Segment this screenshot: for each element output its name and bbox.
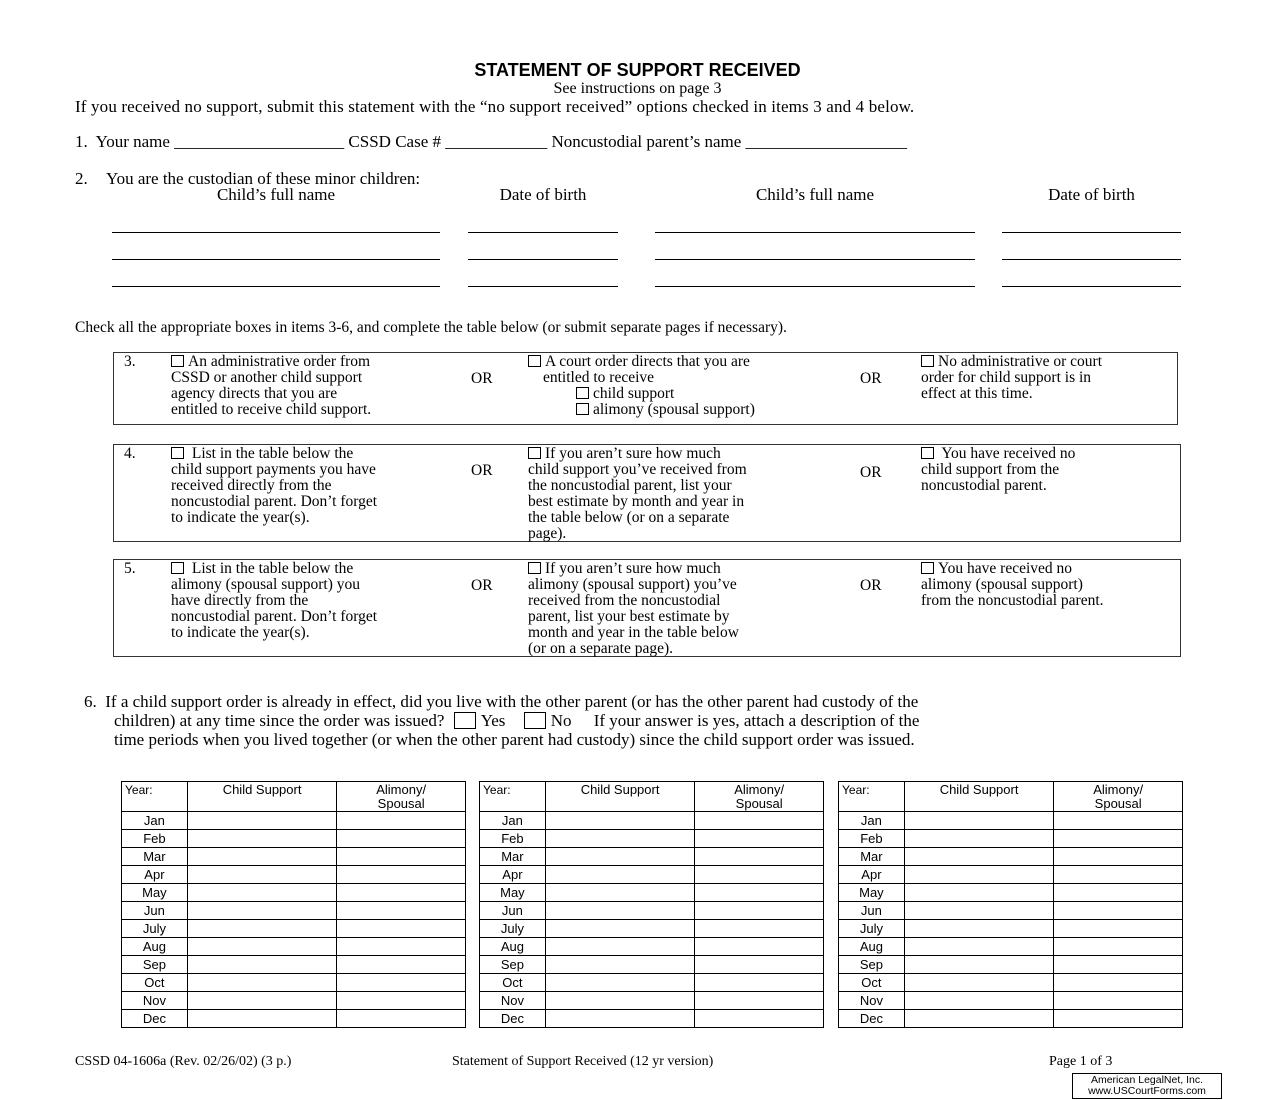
- year-table: [838, 781, 1183, 1028]
- month-row: [839, 992, 1183, 1010]
- child-support-header: Child Support: [187, 782, 337, 812]
- month-label: Jun: [839, 902, 905, 920]
- item5-a-line: alimony (spousal support) you: [171, 576, 360, 593]
- child-support-cell[interactable]: [187, 830, 337, 848]
- child-support-cell[interactable]: [187, 920, 337, 938]
- item6-line: children) at any time since the order was issued?: [114, 711, 445, 730]
- child-support-cell[interactable]: [545, 938, 695, 956]
- child-support-cell[interactable]: [904, 866, 1054, 884]
- child-support-cell[interactable]: [187, 902, 337, 920]
- child-support-cell[interactable]: [187, 974, 337, 992]
- month-row: [122, 812, 466, 830]
- child-dob-line[interactable]: [468, 232, 618, 233]
- month-row: [122, 920, 466, 938]
- item4-b-line: page).: [528, 525, 567, 542]
- alimony-cell[interactable]: [337, 866, 466, 884]
- alimony-header-line: Spousal: [1094, 796, 1142, 811]
- child-support-cell[interactable]: [545, 848, 695, 866]
- month-label: May: [480, 884, 546, 902]
- alimony-cell[interactable]: [695, 902, 824, 920]
- alimony-cell[interactable]: [695, 812, 824, 830]
- item5-number: 5.: [124, 560, 136, 577]
- item5-list-alimony-checkbox[interactable]: [171, 562, 184, 574]
- item5-option-c: [921, 561, 1104, 609]
- child-support-cell[interactable]: [545, 974, 695, 992]
- month-label: Dec: [122, 1010, 188, 1028]
- item3-b-line: entitled to receive: [543, 369, 655, 386]
- child-support-cell[interactable]: [545, 1010, 695, 1028]
- alimony-cell[interactable]: [1054, 938, 1183, 956]
- alimony-cell[interactable]: [337, 938, 466, 956]
- item3-b-line: A court order directs that you are: [545, 353, 750, 370]
- alimony-cell[interactable]: [695, 884, 824, 902]
- month-label: Jan: [839, 812, 905, 830]
- item2-number: 2.: [75, 169, 88, 188]
- alimony-cell[interactable]: [1054, 812, 1183, 830]
- month-row: [480, 830, 824, 848]
- year-table: [479, 781, 824, 1028]
- alimony-cell[interactable]: [337, 830, 466, 848]
- alimony-header: [1054, 782, 1183, 812]
- month-row: [480, 902, 824, 920]
- month-row: [122, 992, 466, 1010]
- alimony-cell[interactable]: [1054, 902, 1183, 920]
- item4-option-a: [171, 446, 377, 526]
- no-checkbox[interactable]: [524, 712, 546, 729]
- alimony-cell[interactable]: [695, 920, 824, 938]
- alimony-cell[interactable]: [695, 1010, 824, 1028]
- month-label: Aug: [480, 938, 546, 956]
- item3-number: 3.: [124, 353, 136, 370]
- child-support-cell[interactable]: [187, 884, 337, 902]
- child-support-cell[interactable]: [904, 938, 1054, 956]
- item4-option-b: [528, 446, 747, 542]
- alimony-cell[interactable]: [695, 848, 824, 866]
- item4-b-line: best estimate by month and year in: [528, 493, 745, 510]
- alimony-cell[interactable]: [337, 920, 466, 938]
- alimony-header-line: Spousal: [735, 796, 783, 811]
- alimony-cell[interactable]: [1054, 866, 1183, 884]
- month-label: Sep: [480, 956, 546, 974]
- or-label: OR: [860, 370, 882, 387]
- child-dob-line[interactable]: [468, 286, 618, 287]
- month-label: Sep: [839, 956, 905, 974]
- month-label: Dec: [839, 1010, 905, 1028]
- item4-no-support-checkbox[interactable]: [921, 447, 934, 459]
- month-label: Feb: [122, 830, 188, 848]
- month-row: [839, 848, 1183, 866]
- item4-a-line: received directly from the: [171, 477, 332, 494]
- month-label: Mar: [480, 848, 546, 866]
- alimony-cell[interactable]: [695, 866, 824, 884]
- child-name-line[interactable]: [655, 232, 975, 233]
- child-support-cell[interactable]: [187, 992, 337, 1010]
- check-all-instruction: Check all the appropriate boxes in items 3-6, and complete the table below (or submit separate pages if necessary).: [75, 319, 787, 336]
- child-support-cell[interactable]: [545, 866, 695, 884]
- item3-option-b: [528, 354, 755, 418]
- alimony-cell[interactable]: [1054, 920, 1183, 938]
- alimony-header: [695, 782, 824, 812]
- month-row: [839, 902, 1183, 920]
- item5-c-line: alimony (spousal support): [921, 576, 1083, 593]
- alimony-cell[interactable]: [1054, 992, 1183, 1010]
- dob-header-1: Date of birth: [499, 185, 587, 204]
- child-support-checkbox[interactable]: [576, 387, 589, 399]
- child-support-cell[interactable]: [904, 1010, 1054, 1028]
- child-dob-line[interactable]: [1002, 259, 1181, 260]
- stamp-line: www.USCourtForms.com: [1088, 1085, 1206, 1097]
- item3-a-line: entitled to receive child support.: [171, 401, 372, 418]
- publisher-stamp: [1072, 1073, 1222, 1099]
- alimony-cell[interactable]: [1054, 974, 1183, 992]
- item5-c-line: You have received no: [938, 560, 1073, 577]
- month-label: Aug: [122, 938, 188, 956]
- alimony-header-line: Alimony/: [376, 782, 427, 797]
- item4-b-line: the noncustodial parent, list your: [528, 477, 732, 494]
- item5-b-line: parent, list your best estimate by: [528, 608, 730, 625]
- year-table: [121, 781, 466, 1028]
- child-name-line[interactable]: [655, 259, 975, 260]
- item4-a-line: noncustodial parent. Don’t forget: [171, 493, 378, 510]
- alimony-cell[interactable]: [337, 848, 466, 866]
- child-support-cell[interactable]: [904, 830, 1054, 848]
- month-label: Dec: [480, 1010, 546, 1028]
- alimony-cell[interactable]: [337, 992, 466, 1010]
- month-label: Nov: [122, 992, 188, 1010]
- alimony-header-line: Spousal: [377, 796, 425, 811]
- item6-line: If a child support order is already in effect, did you live with the other parent (or has the other parent had custody of the: [105, 692, 919, 711]
- month-row: [480, 956, 824, 974]
- child-support-cell[interactable]: [545, 920, 695, 938]
- stamp-line: American LegalNet, Inc.: [1090, 1074, 1204, 1086]
- item4-c-line: You have received no: [941, 445, 1076, 462]
- item2-label: You are the custodian of these minor children:: [106, 169, 421, 188]
- month-label: Feb: [839, 830, 905, 848]
- year-header[interactable]: Year:: [122, 782, 188, 812]
- form-title: Statement of Support Received (12 yr version): [452, 1054, 714, 1069]
- month-row: [480, 992, 824, 1010]
- month-row: [839, 830, 1183, 848]
- item3-admin-order-checkbox[interactable]: [171, 355, 184, 367]
- child-support-cell[interactable]: [904, 902, 1054, 920]
- item5-b-line: alimony (spousal support) you’ve: [528, 576, 737, 593]
- alimony-cell[interactable]: [337, 884, 466, 902]
- item6-number: 6.: [84, 692, 97, 711]
- child-support-cell[interactable]: [545, 830, 695, 848]
- item5-c-line: from the noncustodial parent.: [921, 592, 1104, 609]
- year-header[interactable]: Year:: [480, 782, 546, 812]
- month-row: [839, 812, 1183, 830]
- item5-a-line: to indicate the year(s).: [171, 624, 310, 641]
- form-id: CSSD 04-1606a (Rev. 02/26/02) (3 p.): [75, 1054, 292, 1069]
- item4-estimate-checkbox[interactable]: [528, 447, 541, 459]
- child-name-line[interactable]: [112, 286, 440, 287]
- month-label: Oct: [839, 974, 905, 992]
- alimony-cell[interactable]: [337, 902, 466, 920]
- child-support-cell[interactable]: [904, 812, 1054, 830]
- month-row: [839, 1010, 1183, 1028]
- item5-a-line: List in the table below the: [191, 560, 354, 577]
- alimony-cell[interactable]: [1054, 884, 1183, 902]
- alimony-cell[interactable]: [695, 938, 824, 956]
- child-support-cell[interactable]: [904, 992, 1054, 1010]
- item3-c-line: order for child support is in: [921, 369, 1092, 386]
- item4-number: 4.: [124, 445, 136, 462]
- child-support-cell[interactable]: [187, 812, 337, 830]
- item5-b-line: month and year in the table below: [528, 624, 739, 641]
- month-row: [122, 830, 466, 848]
- month-label: Oct: [480, 974, 546, 992]
- item5-no-alimony-checkbox[interactable]: [921, 562, 934, 574]
- month-label: Nov: [480, 992, 546, 1010]
- item4-c-line: noncustodial parent.: [921, 477, 1047, 494]
- month-row: [480, 884, 824, 902]
- item3-court-order-checkbox[interactable]: [528, 355, 541, 367]
- alimony-checkbox[interactable]: [576, 403, 589, 415]
- item5-b-line: received from the noncustodial: [528, 592, 721, 609]
- item3-c-line: effect at this time.: [921, 385, 1033, 402]
- or-label: OR: [860, 577, 882, 594]
- child-support-header: Child Support: [545, 782, 695, 812]
- alimony-cell[interactable]: [695, 992, 824, 1010]
- item6-line: time periods when you lived together (or when the other parent had custody) since the child support order was issued.: [114, 730, 915, 749]
- month-row: [839, 938, 1183, 956]
- month-label: Oct: [122, 974, 188, 992]
- child-support-cell[interactable]: [904, 848, 1054, 866]
- item3-a-line: agency directs that you are: [171, 385, 338, 402]
- item5-estimate-checkbox[interactable]: [528, 562, 541, 574]
- item4-c-line: child support from the: [921, 461, 1060, 478]
- child-support-cell[interactable]: [545, 884, 695, 902]
- month-label: Apr: [122, 866, 188, 884]
- alimony-cell[interactable]: [695, 974, 824, 992]
- child-support-cell[interactable]: [904, 920, 1054, 938]
- month-label: Apr: [480, 866, 546, 884]
- month-row: [122, 866, 466, 884]
- alimony-cell[interactable]: [695, 830, 824, 848]
- month-label: Mar: [122, 848, 188, 866]
- or-label: OR: [471, 462, 493, 479]
- month-row: [122, 902, 466, 920]
- child-support-cell[interactable]: [187, 848, 337, 866]
- item3-a-line: CSSD or another child support: [171, 369, 363, 386]
- month-label: Jun: [480, 902, 546, 920]
- item6-line: If your answer is yes, attach a description of the: [593, 711, 920, 730]
- child-dob-line[interactable]: [468, 259, 618, 260]
- alimony-cell[interactable]: [1054, 956, 1183, 974]
- month-label: Nov: [839, 992, 905, 1010]
- month-label: Mar: [839, 848, 905, 866]
- child-support-cell[interactable]: [904, 884, 1054, 902]
- item5-b-line: (or on a separate page).: [528, 640, 674, 657]
- month-row: [839, 866, 1183, 884]
- or-label: OR: [471, 370, 493, 387]
- month-row: [122, 884, 466, 902]
- alimony-label: alimony (spousal support): [593, 401, 755, 418]
- item5-option-b: [528, 561, 739, 657]
- month-label: Jun: [122, 902, 188, 920]
- year-header[interactable]: Year:: [839, 782, 905, 812]
- child-dob-line[interactable]: [1002, 232, 1181, 233]
- child-support-cell[interactable]: [545, 956, 695, 974]
- item3-option-a: [171, 354, 371, 418]
- child-name-header-2: Child’s full name: [755, 185, 875, 204]
- child-name-line[interactable]: [655, 286, 975, 287]
- month-row: [839, 956, 1183, 974]
- alimony-cell[interactable]: [337, 956, 466, 974]
- alimony-cell[interactable]: [695, 956, 824, 974]
- alimony-header-line: Alimony/: [1093, 782, 1144, 797]
- month-row: [480, 920, 824, 938]
- alimony-cell[interactable]: [1054, 1010, 1183, 1028]
- item4-a-line: child support payments you have: [171, 461, 376, 478]
- item4-a-line: to indicate the year(s).: [171, 509, 310, 526]
- item4-b-line: the table below (or on a separate: [528, 509, 730, 526]
- month-row: [480, 812, 824, 830]
- alimony-cell[interactable]: [337, 1010, 466, 1028]
- yes-label: Yes: [480, 711, 506, 730]
- month-label: July: [839, 920, 905, 938]
- month-row: [122, 956, 466, 974]
- item5-b-line: If you aren’t sure how much: [545, 560, 721, 577]
- alimony-header: [337, 782, 466, 812]
- page-title: STATEMENT OF SUPPORT RECEIVED: [474, 60, 801, 80]
- month-label: Jan: [122, 812, 188, 830]
- child-support-cell[interactable]: [904, 956, 1054, 974]
- month-row: [480, 1010, 824, 1028]
- month-label: July: [122, 920, 188, 938]
- month-label: Feb: [480, 830, 546, 848]
- child-support-cell[interactable]: [187, 938, 337, 956]
- month-row: [839, 920, 1183, 938]
- month-row: [480, 848, 824, 866]
- item5-a-line: have directly from the: [171, 592, 309, 609]
- month-label: Jan: [480, 812, 546, 830]
- item3-c-line: No administrative or court: [938, 353, 1102, 370]
- child-name-line[interactable]: [112, 259, 440, 260]
- month-row: [122, 1010, 466, 1028]
- item1-line: 1. Your name ____________________ CSSD Case # ____________ Noncustodial parent’s name ___________________: [75, 132, 908, 151]
- month-row: [480, 866, 824, 884]
- item5-option-a: [171, 561, 377, 641]
- alimony-header-line: Alimony/: [734, 782, 785, 797]
- month-row: [122, 974, 466, 992]
- item3-no-order-checkbox[interactable]: [921, 355, 934, 367]
- child-support-cell[interactable]: [904, 974, 1054, 992]
- alimony-cell[interactable]: [337, 974, 466, 992]
- item4-option-c: [921, 446, 1075, 494]
- child-name-header-1: Child’s full name: [216, 185, 336, 204]
- child-support-cell[interactable]: [187, 866, 337, 884]
- month-label: Sep: [122, 956, 188, 974]
- alimony-cell[interactable]: [1054, 848, 1183, 866]
- month-row: [122, 848, 466, 866]
- item3-a-line: An administrative order from: [188, 353, 371, 370]
- child-support-header: Child Support: [904, 782, 1054, 812]
- page-number: Page 1 of 3: [1049, 1054, 1113, 1069]
- child-support-cell[interactable]: [545, 992, 695, 1010]
- intro-text: If you received no support, submit this statement with the “no support received” options checked in items 3 and 4 below.: [75, 97, 915, 116]
- item5-a-line: noncustodial parent. Don’t forget: [171, 608, 378, 625]
- month-label: Aug: [839, 938, 905, 956]
- month-row: [122, 938, 466, 956]
- month-label: May: [839, 884, 905, 902]
- item4-a-line: List in the table below the: [191, 445, 354, 462]
- page-subtitle: See instructions on page 3: [553, 80, 722, 97]
- month-label: July: [480, 920, 546, 938]
- month-row: [480, 974, 824, 992]
- or-label: OR: [471, 577, 493, 594]
- dob-header-2: Date of birth: [1048, 185, 1135, 204]
- item3-option-c: [921, 354, 1102, 402]
- child-support-cell[interactable]: [187, 1010, 337, 1028]
- no-label: No: [550, 711, 572, 730]
- child-dob-line[interactable]: [1002, 286, 1181, 287]
- item4-b-line: child support you’ve received from: [528, 461, 747, 478]
- item4-list-payments-checkbox[interactable]: [171, 447, 184, 459]
- alimony-cell[interactable]: [337, 812, 466, 830]
- month-label: Apr: [839, 866, 905, 884]
- child-support-cell[interactable]: [545, 902, 695, 920]
- item4-b-line: If you aren’t sure how much: [545, 445, 721, 462]
- alimony-cell[interactable]: [1054, 830, 1183, 848]
- month-row: [839, 884, 1183, 902]
- child-support-cell[interactable]: [545, 812, 695, 830]
- month-row: [480, 938, 824, 956]
- child-support-label: child support: [593, 385, 675, 402]
- month-row: [839, 974, 1183, 992]
- child-support-cell[interactable]: [187, 956, 337, 974]
- yes-checkbox[interactable]: [454, 712, 476, 729]
- child-name-line[interactable]: [112, 232, 440, 233]
- or-label: OR: [860, 464, 882, 481]
- item6-question: [84, 692, 919, 749]
- month-label: May: [122, 884, 188, 902]
